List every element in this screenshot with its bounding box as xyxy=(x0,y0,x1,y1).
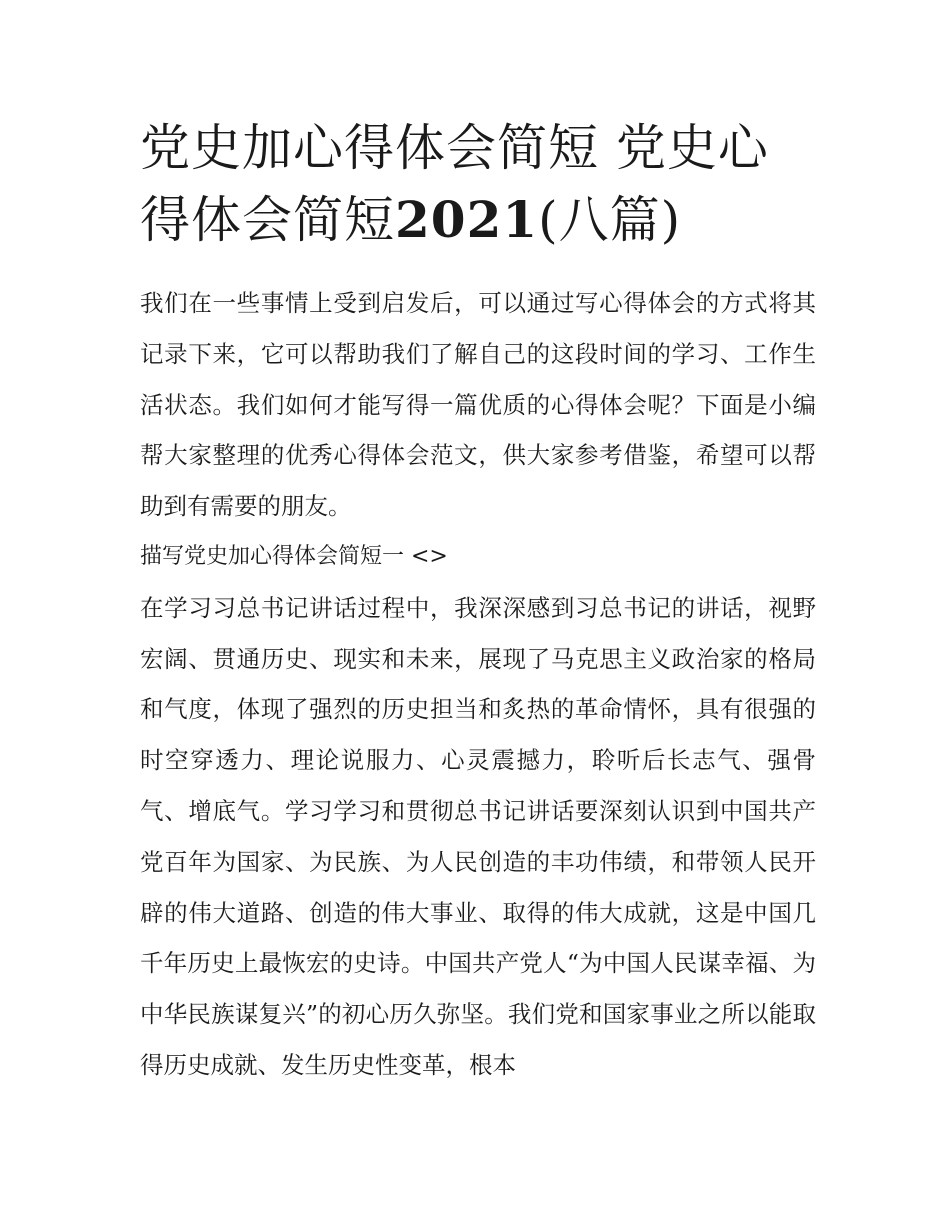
document-page xyxy=(140,112,816,1091)
intro-paragraph: 我们在一些事情上受到启发后，可以通过写心得体会的方式将其记录下来，它可以帮助我们了解自己的这段时间的学习、工作生活状态。我们如何才能写得一篇优质的心得体会呢？下面是小编帮大家整理的优秀心得体会范文，供大家参考借鉴，希望可以帮助到有需要的朋友。 xyxy=(140,289,816,521)
title-year: 2021 xyxy=(395,190,539,249)
section-heading: 描写党史加心得体会简短一 <> xyxy=(140,543,448,569)
document-title xyxy=(140,112,816,256)
section-body-paragraph: 在学习习总书记讲话过程中，我深深感到习总书记的讲话，视野宏阔、贯通历史、现实和未来，展现了马克思主义政治家的格局和气度，体现了强烈的历史担当和炙热的革命情怀，具有很强的时空穿透力、理论说服力、心灵震撼力，聆听后长志气、强骨气、增底气。学习学习和贯彻总书记讲话要深刻认识到中国共产党百年为国家、为民族、为人民创造的丰功伟绩，和带领人民开辟的伟大道路、创造的伟大事业、取得的伟大成就，这是中国几千年历史上最恢宏的史诗。中国共产党人“为中国人民谋幸福、为中华民族谋复兴”的初心历久弥坚。我们党和国家事业之所以能取得历史成就、发生历史性变革，根本 xyxy=(140,593,816,1079)
title-suffix: (八篇) xyxy=(538,191,682,249)
title-text: 党史加心得体会简短 党史心得体会简短 xyxy=(140,119,769,249)
